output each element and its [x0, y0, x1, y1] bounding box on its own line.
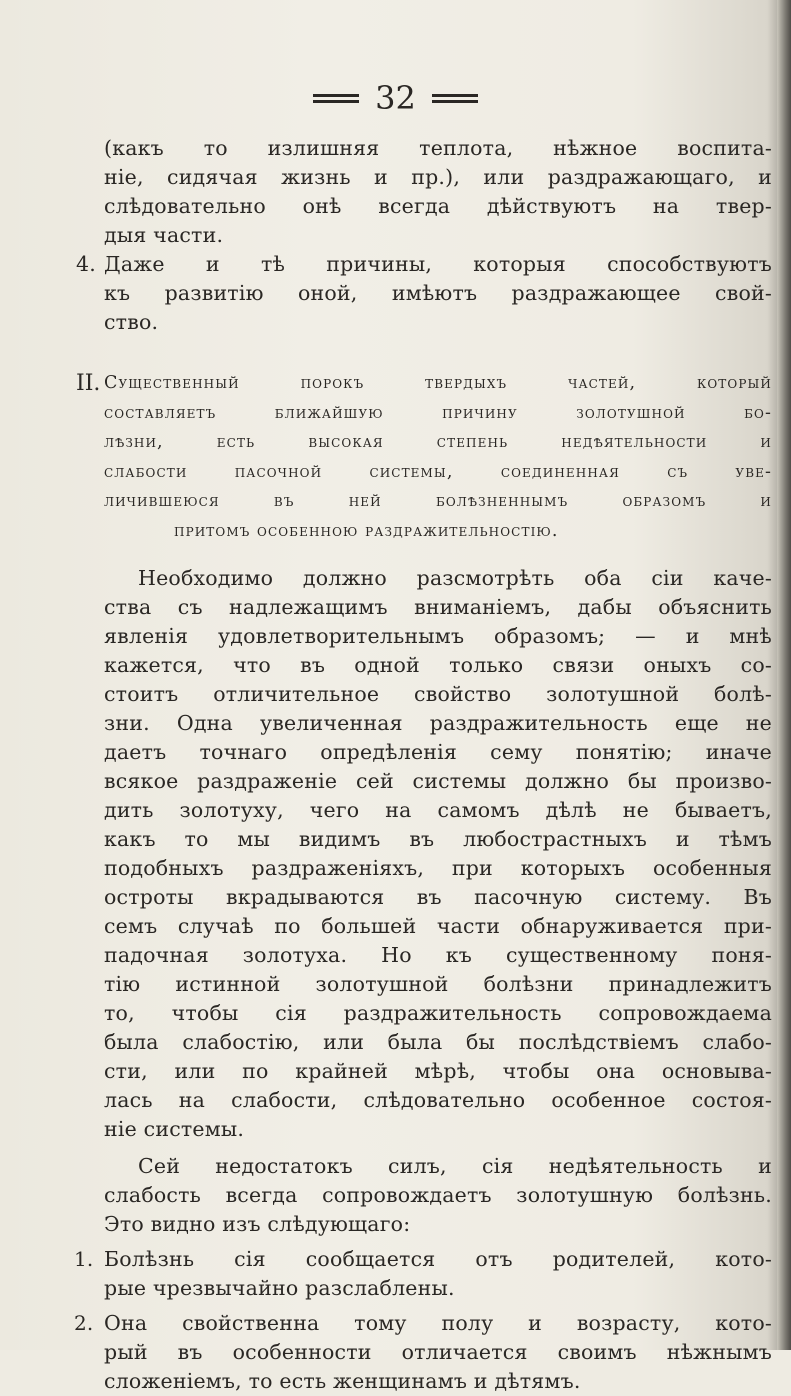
text-line: Болѣзнь сія сообщается отъ родителей, кото- — [104, 1247, 772, 1271]
text-line: рый въ особенности отличается своимъ нѣжнымъ — [104, 1340, 772, 1364]
page-number: 32 — [375, 79, 416, 117]
list-item-1 — [74, 1245, 772, 1303]
item-number: 2. — [74, 1311, 94, 1335]
text-line: лѣзни, есть высокая степень недѣятельности и — [104, 432, 772, 452]
text-line: тію истинной золотушной болѣзни принадлежитъ — [104, 972, 772, 996]
intro-paragraph — [104, 134, 772, 250]
text-line: Существенный порокъ твердыхъ частей, который — [104, 373, 772, 393]
text-line: всякое раздраженіе сей системы должно бы произво- — [104, 769, 772, 793]
text-line: дить золотуху, чего на самомъ дѣлѣ не бываетъ, — [104, 798, 772, 822]
body-paragraph-2 — [104, 1152, 772, 1239]
text-line: Она свойственна тому полу и возрасту, кото- — [104, 1311, 772, 1335]
page-header — [0, 78, 791, 118]
text-line: ство. — [104, 310, 159, 334]
text-line: Это видно изъ слѣдующаго: — [104, 1212, 411, 1236]
text-line: ства съ надлежащимъ вниманіемъ, дабы объяснить — [104, 595, 772, 619]
text-line: Даже и тѣ причины, которыя способствуютъ — [104, 252, 772, 276]
text-line: ніе, сидячая жизнь и пр.), или раздражающаго, и — [104, 165, 772, 189]
text-line: (какъ то излишняя теплота, нѣжное воспита- — [104, 136, 772, 160]
section-heading-ii — [76, 369, 772, 546]
text-line: слѣдовательно онѣ всегда дѣйствуютъ на твер- — [104, 194, 772, 218]
item-number: 4. — [76, 252, 96, 276]
item-number: 1. — [74, 1247, 94, 1271]
text-line: составляетъ ближайшую причину золотушной бо- — [104, 402, 772, 423]
header-rule-right — [432, 94, 478, 103]
text-line: какъ то мы видимъ въ любострастныхъ и тѣмъ — [104, 827, 772, 851]
text-line: ніе системы. — [104, 1117, 245, 1141]
page-edge-shadow — [777, 0, 791, 1350]
text-line: семъ случаѣ по большей части обнаруживается при- — [104, 914, 772, 938]
body-paragraph-1 — [104, 564, 772, 1144]
page-body — [74, 134, 772, 1396]
text-line: явленія удовлетворительнымъ образомъ; — и мнѣ — [104, 624, 772, 648]
text-line: падочная золотуха. Но къ существенному поня- — [104, 943, 772, 967]
text-line: слабости пасочной системы, соединенная съ уве- — [104, 461, 772, 482]
text-line: рые чрезвычайно разслаблены. — [104, 1276, 455, 1300]
text-line: слабость всегда сопровождаетъ золотушную болѣзнь. — [104, 1183, 772, 1207]
text-line: даетъ точнаго опредѣленія сему понятію; иначе — [104, 740, 772, 764]
text-line: Необходимо должно разсмотрѣть оба сіи каче- — [138, 566, 772, 590]
text-line: была слабостію, или была бы послѣдствіемъ слабо- — [104, 1030, 772, 1054]
text-line: остроты вкрадываются въ пасочную систему. Въ — [104, 885, 772, 909]
text-line: къ развитію оной, имѣютъ раздражающее свой- — [104, 281, 772, 305]
header-rule-left — [313, 94, 359, 103]
text-line: зни. Одна увеличенная раздражительность еще не — [104, 711, 772, 735]
section-number: II. — [76, 371, 101, 396]
text-line: лась на слабости, слѣдовательно особенное состоя- — [104, 1088, 772, 1112]
text-line: Сей недостатокъ силъ, сія недѣятельность и — [138, 1154, 772, 1178]
text-line: то, чтобы сія раздражительность сопровождаема — [104, 1001, 772, 1025]
text-line: притомъ особенною раздражительностію. — [174, 520, 559, 541]
text-line: дыя части. — [104, 223, 224, 247]
numbered-item-4 — [76, 250, 772, 337]
text-line: кажется, что въ одной только связи оныхъ со- — [104, 653, 772, 677]
text-line: сложеніемъ, то есть женщинамъ и дѣтямъ. — [104, 1369, 581, 1393]
list-item-2 — [74, 1309, 772, 1396]
text-line: подобныхъ раздраженіяхъ, при которыхъ особенныя — [104, 856, 772, 880]
text-line: сти, или по крайней мѣрѣ, чтобы она основыва- — [104, 1059, 772, 1083]
text-line: стоитъ отличительное свойство золотушной болѣ- — [104, 682, 772, 706]
text-line: личившеюся въ ней болѣзненнымъ образомъ и — [104, 491, 772, 511]
